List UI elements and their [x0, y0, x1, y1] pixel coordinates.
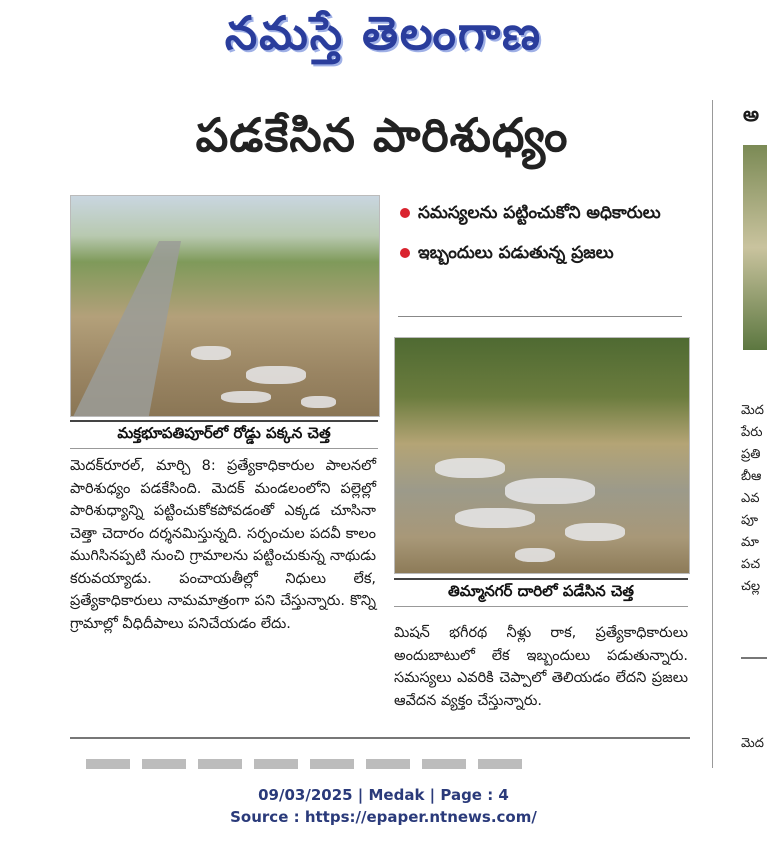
next-article-teaser — [80, 756, 620, 770]
strip-fragment: పేరు — [741, 425, 763, 440]
strip-fragment: ఎవ — [741, 491, 760, 506]
bullet-dot-icon — [400, 208, 410, 218]
article-headline: పడకేసిన పారిశుధ్యం — [195, 108, 569, 162]
newspaper-logo: నమస్తే తెలంగాణ — [224, 6, 543, 60]
strip-fragment: ప్రతి — [741, 447, 761, 462]
footer-source-link[interactable]: Source : https://epaper.ntnews.com/ — [230, 808, 537, 826]
bullet-text: ఇబ్బందులు పడుతున్న ప్రజలు — [418, 243, 614, 263]
summary-bullets — [398, 200, 690, 280]
trash-patch — [191, 346, 231, 360]
trash-patch — [515, 548, 555, 562]
divider — [741, 657, 767, 659]
divider — [398, 316, 682, 317]
bullet-dot-icon — [400, 248, 410, 258]
trash-patch — [505, 478, 595, 504]
article-body-left: మెదక్‌రూరల్, మార్చి 8: ప్రత్యేకాధికారుల పాలనలో పారిశుధ్యం పడకేసింది. మెదక్ మండలంలోని పల్లెల్లో పారిశుధ్యాన్ని పట్టించుకోకపోవడంతో ఎక్కడ చూసినా చెత్తా చెదారం దర్శనమిస్తున్నది. సర్పంచుల పదవీ కాలం ముగిసినప్పటి నుంచి గ్రామాలను పట్టించుకున్న నాథుడు కరువయ్యాడు. పంచాయతీల్లో నిధులు లేక, ప్రత్యేకాధికారులు నామమాత్రంగా పని చేస్తున్నారు. కొన్ని గ్రామాల్లో వీధిదీపాలు పనిచేయడం లేదు. — [70, 458, 376, 632]
photo1-caption: మక్తభూపతిపూర్‌లో రోడ్డు పక్కన చెత్త — [70, 420, 378, 449]
road-shape — [71, 241, 181, 417]
adjacent-article-strip — [712, 100, 767, 768]
footer-date-edition: 09/03/2025 | Medak | Page : 4 — [258, 786, 509, 804]
photo-roadside-garbage — [70, 195, 380, 417]
photo2-caption: తిమ్మానగర్ దారిలో పడేసిన చెత్త — [394, 578, 688, 607]
trash-patch — [301, 396, 336, 408]
strip-fragment: అ — [743, 102, 759, 126]
strip-fragment: పచ — [741, 557, 761, 572]
bullet-text: సమస్యలను పట్టించుకోని అధికారులు — [418, 203, 661, 223]
strip-fragment: మెద — [741, 403, 764, 418]
strip-text — [741, 400, 764, 598]
strip-fragment: చల్ల — [741, 579, 761, 594]
trash-patch — [435, 458, 505, 478]
masthead — [0, 0, 767, 80]
bullet-item — [398, 200, 690, 226]
photo-dumped-garbage — [394, 337, 690, 574]
trash-patch — [455, 508, 535, 528]
bullet-item — [398, 240, 690, 266]
divider — [70, 737, 690, 739]
strip-photo — [743, 145, 767, 350]
strip-fragment: బీఆ — [741, 469, 762, 484]
strip-fragment: మా — [741, 535, 759, 550]
article-clipping — [68, 100, 696, 768]
page-footer — [0, 784, 767, 828]
trash-patch — [246, 366, 306, 384]
article-body-right: మిషన్ భగీరథ నీళ్లు రాక, ప్రత్యేకాధికారులు అందుబాటులో లేక ఇబ్బందులు పడుతున్నారు. సమస్యలు ఎవరికి చెప్పాలో తెలియడం లేదని ప్రజలు ఆవేదన వ్యక్తం చేస్తున్నారు. — [394, 625, 688, 709]
strip-fragment: మెద — [741, 736, 764, 751]
strip-fragment: పూ — [741, 513, 759, 528]
trash-patch — [221, 391, 271, 403]
trash-patch — [565, 523, 625, 541]
